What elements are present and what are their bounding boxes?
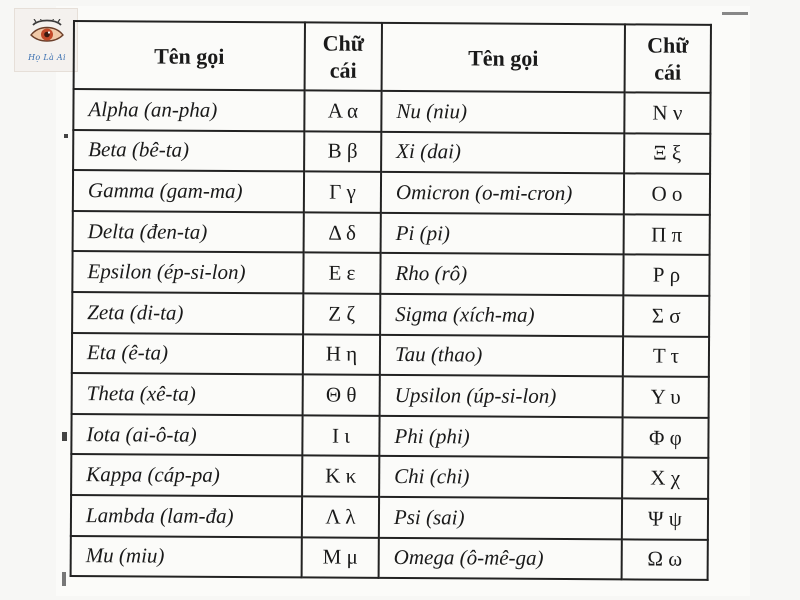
- letter-glyph-cell: Ε ε: [303, 253, 380, 294]
- scan-speck: [722, 12, 748, 15]
- letter-glyph-cell: Ι ι: [302, 415, 379, 456]
- table-header-row: [74, 21, 711, 93]
- letter-name-cell: Beta (bê-ta): [73, 130, 304, 172]
- letter-glyph-cell: Η η: [303, 334, 380, 375]
- header-letter-line1: Chữ: [322, 30, 365, 56]
- table-row: [73, 170, 710, 214]
- logo-text: Họ Là Ai: [28, 53, 66, 62]
- letter-name-cell: Epsilon (ép-si-lon): [72, 251, 303, 293]
- letter-glyph-cell: Ξ ξ: [624, 133, 710, 174]
- letter-glyph-cell: Κ κ: [302, 456, 379, 497]
- letter-name-cell: Alpha (an-pha): [73, 89, 304, 131]
- letter-name-cell: Nu (niu): [381, 91, 624, 133]
- letter-glyph-cell: Φ φ: [622, 417, 708, 458]
- letter-name-cell: Iota (ai-ô-ta): [71, 414, 302, 456]
- scan-speck: [62, 572, 66, 586]
- letter-glyph-cell: Θ θ: [303, 375, 380, 416]
- table-row: [71, 536, 708, 580]
- letter-name-cell: Pi (pi): [381, 213, 624, 255]
- letter-name-cell: Rho (rô): [380, 253, 623, 295]
- table-row: [71, 454, 708, 498]
- scan-speck: [64, 134, 68, 138]
- letter-name-cell: Phi (phi): [379, 416, 622, 458]
- table-row: [72, 333, 709, 377]
- letter-name-cell: Theta (xê-ta): [72, 373, 303, 415]
- letter-glyph-cell: Γ γ: [304, 172, 381, 213]
- letter-glyph-cell: Α α: [304, 90, 381, 131]
- letter-glyph-cell: Δ δ: [304, 212, 381, 253]
- letter-name-cell: Xi (dai): [381, 131, 624, 173]
- letter-glyph-cell: Σ σ: [623, 295, 709, 336]
- letter-name-cell: Delta (đen-ta): [73, 211, 304, 253]
- header-name-left: Tên gọi: [74, 21, 305, 90]
- eye-icon: [27, 19, 67, 49]
- letter-name-cell: Eta (ê-ta): [72, 333, 303, 375]
- table-row: [73, 89, 710, 133]
- letter-name-cell: Upsilon (úp-si-lon): [380, 375, 623, 417]
- header-letter-line2: cái: [329, 57, 357, 83]
- letter-name-cell: Mu (miu): [71, 536, 302, 578]
- logo: [14, 8, 78, 72]
- letter-name-cell: Gamma (gam-ma): [73, 170, 304, 212]
- letter-glyph-cell: Ρ ρ: [623, 255, 709, 296]
- letter-name-cell: Chi (chi): [379, 456, 622, 498]
- header-letter-line2: cái: [654, 59, 682, 85]
- letter-glyph-cell: Ν ν: [624, 92, 710, 133]
- letter-name-cell: Zeta (di-ta): [72, 292, 303, 334]
- letter-name-cell: Tau (thao): [380, 334, 623, 376]
- letter-name-cell: Omicron (o-mi-cron): [381, 172, 624, 214]
- table-row: [71, 414, 708, 458]
- header-name-right: Tên gọi: [382, 23, 625, 92]
- letter-glyph-cell: Ω ω: [622, 539, 708, 580]
- scan-speck: [62, 432, 67, 441]
- table-row: [72, 373, 709, 417]
- letter-glyph-cell: Λ λ: [302, 496, 379, 537]
- letter-name-cell: Kappa (cáp-pa): [71, 454, 302, 496]
- letter-glyph-cell: Υ υ: [623, 377, 709, 418]
- letter-glyph-cell: Τ τ: [623, 336, 709, 377]
- table-row: [72, 292, 709, 336]
- table-row: [72, 251, 709, 295]
- letter-glyph-cell: Β β: [304, 131, 381, 172]
- table-row: [71, 495, 708, 539]
- letter-name-cell: Omega (ô-mê-ga): [379, 537, 622, 579]
- header-letter-line1: Chữ: [647, 32, 689, 58]
- letter-glyph-cell: Ζ ζ: [303, 293, 380, 334]
- letter-glyph-cell: Μ μ: [302, 537, 379, 578]
- table-row: [73, 211, 710, 255]
- letter-name-cell: Lambda (lam-đa): [71, 495, 302, 537]
- letter-glyph-cell: Ψ ψ: [622, 498, 708, 539]
- letter-name-cell: Psi (sai): [379, 497, 622, 539]
- letter-glyph-cell: Π π: [624, 214, 710, 255]
- greek-alphabet-table: [70, 20, 712, 581]
- header-letter-right: [625, 24, 711, 93]
- letter-glyph-cell: Ο ο: [624, 174, 710, 215]
- table-row: [73, 130, 710, 174]
- letter-name-cell: Sigma (xích-ma): [380, 294, 623, 336]
- letter-glyph-cell: Χ χ: [622, 458, 708, 499]
- header-letter-left: [305, 22, 382, 90]
